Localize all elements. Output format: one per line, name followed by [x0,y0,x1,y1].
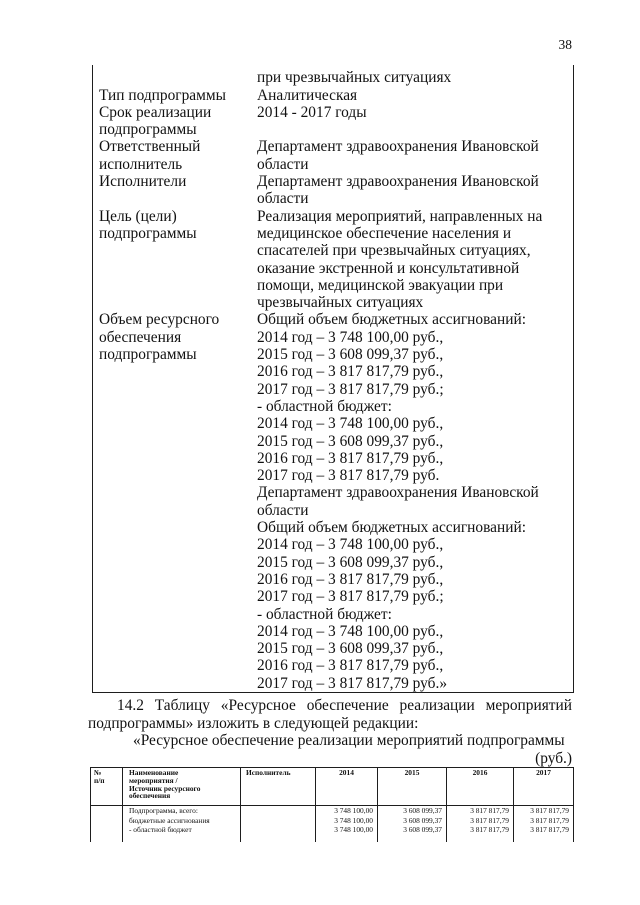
cell-number [91,806,123,816]
col-header-executor: Исполнитель [241,768,316,806]
cell-executor [241,816,316,826]
page-number: 38 [558,37,572,52]
header-line: мероприятия / [129,775,178,785]
col-header-name [123,768,241,806]
cell-value-2017: 3 817 817,79 [514,816,574,826]
text-line: 2014 год – 3 748 100,00 руб., [257,328,444,346]
text-line: при чрезвычайных ситуациях [257,69,452,87]
row-label [93,208,257,312]
header-line: Наименование [129,768,179,777]
text-line: 2017 год – 3 817 817,79 руб.; [257,588,444,606]
header-line: обеспечения [129,791,171,801]
text-line: Общий объем бюджетных ассигнований: [257,519,526,537]
row-value [257,104,573,139]
text-line: Общий объем бюджетных ассигнований: [257,311,526,329]
text-line: Объем ресурсного [99,311,220,329]
cell-empty [514,835,574,842]
text-line: 2015 год – 3 608 099,37 руб., [257,640,444,658]
text-line: Департамент здравоохранения Ивановской [257,173,539,191]
col-header-2014: 2014 [316,768,378,806]
text-line: Ответственный [99,138,201,156]
row-value [257,69,573,86]
text-line: Департамент здравоохранения Ивановской [257,138,539,156]
cell-value-2014: 3 748 100,00 [316,806,378,816]
text-line: области [257,155,309,173]
text-line: 2016 год – 3 817 817,79 руб., [257,657,444,675]
col-header-number [91,768,123,806]
text-line: подпрограммы [99,224,197,242]
cell-executor [241,825,316,835]
text-line: 2015 год – 3 608 099,37 руб., [257,553,444,571]
cell-name: - областной бюджет [123,825,241,835]
row-value [257,208,573,312]
text-line: области [257,501,309,519]
header-line: Источник ресурсного [129,783,201,793]
text-line: чрезвычайных ситуациях [257,294,424,312]
text-line: Реализация мероприятий, направленных на [257,207,543,225]
text-line: 2016 год – 3 817 817,79 руб., [257,449,444,467]
resource-table [90,767,574,842]
text-line: 2014 год – 3 748 100,00 руб., [257,536,444,554]
header-line: п/п [94,775,105,785]
text-line: оказание экстренной и консультативной [257,259,520,277]
text-line: 2014 год – 3 748 100,00 руб., [257,415,444,433]
cell-executor [241,806,316,816]
passport-row-goal [93,208,573,312]
text-line: подпрограммы [99,121,197,139]
row-label [93,104,257,139]
text-line: Цель (цели) [99,207,177,225]
cell-value-2014: 3 748 100,00 [316,825,378,835]
header-line: № [94,768,102,777]
table-unit: (руб.) [535,750,572,767]
cell-name: бюджетные ассигнования [123,816,241,826]
row-value [257,87,573,104]
cell-value-2016: 3 817 817,79 [447,816,514,826]
cell-value-2014: 3 748 100,00 [316,816,378,826]
row-label [93,69,257,86]
cell-value-2015: 3 608 099,37 [378,816,447,826]
text-line: Аналитическая [257,86,358,104]
col-header-2017: 2017 [514,768,574,806]
cell-empty [378,835,447,842]
cell-value-2016: 3 817 817,79 [447,806,514,816]
cell-number [91,825,123,835]
text-line: 2016 год – 3 817 817,79 руб., [257,570,444,588]
text-line: Исполнители [99,173,187,191]
amendment-paragraph-line-2: подпрограммы» изложить в следующей редакции: [88,714,419,732]
col-header-2016: 2016 [447,768,514,806]
cell-value-2015: 3 608 099,37 [378,825,447,835]
passport-row-subprogram-type [93,87,573,104]
row-label [93,311,257,692]
text-line: 2017 год – 3 817 817,79 руб.; [257,380,444,398]
row-value [257,138,573,173]
table-row-continuation [91,835,574,842]
text-line: 2015 год – 3 608 099,37 руб., [257,432,444,450]
text-line: спасателей при чрезвычайных ситуациях, [257,242,531,260]
passport-row-goal-continuation [93,69,573,86]
passport-row-resource-volume [93,311,573,692]
cell-name: Подпрограмма, всего: [123,806,241,816]
text-line: 2016 год – 3 817 817,79 руб., [257,363,444,381]
table-row [91,825,574,835]
amendment-paragraph-line-1: 14.2 Таблицу «Ресурсное обеспечение реализации мероприятий [117,697,572,715]
cell-value-2017: 3 817 817,79 [514,825,574,835]
passport-row-term [93,104,573,139]
text-line: 2017 год – 3 817 817,79 руб.» [257,674,448,692]
text-line: помощи, медицинской эвакуации при [257,276,504,294]
row-label [93,173,257,208]
text-line: 2014 - 2017 годы [257,103,367,121]
text-line: подпрограммы [99,346,197,364]
passport-row-responsible-executor [93,138,573,173]
table-title: «Ресурсное обеспечение реализации мероприятий подпрограммы [133,732,565,750]
text-line: медицинское обеспечение населения и [257,224,512,242]
table-row [91,806,574,816]
cell-empty [241,835,316,842]
cell-number [91,816,123,826]
cell-empty [316,835,378,842]
text-line: - областной бюджет: [257,397,392,415]
row-value [257,311,573,692]
text-line: исполнитель [99,155,183,173]
row-label [93,138,257,173]
cell-value-2015: 3 608 099,37 [378,806,447,816]
cell-empty [91,835,123,842]
row-label [93,87,257,104]
text-line: - областной бюджет: [257,605,392,623]
text-line: обеспечения [99,328,182,346]
cell-empty [123,835,241,842]
text-line: Срок реализации [99,103,212,121]
col-header-2015: 2015 [378,768,447,806]
text-line: Департамент здравоохранения Ивановской [257,484,539,502]
cell-empty [447,835,514,842]
row-value [257,173,573,208]
text-line: 2014 год – 3 748 100,00 руб., [257,622,444,640]
cell-value-2016: 3 817 817,79 [447,825,514,835]
text-line: 2017 год – 3 817 817,79 руб. [257,467,440,485]
text-line: 2015 год – 3 608 099,37 руб., [257,346,444,364]
cell-value-2017: 3 817 817,79 [514,806,574,816]
table-row [91,816,574,826]
table-header-row [91,768,574,806]
text-line: Тип подпрограммы [99,86,226,104]
text-line: области [257,190,309,208]
passport-table [92,65,574,693]
passport-row-executors [93,173,573,208]
